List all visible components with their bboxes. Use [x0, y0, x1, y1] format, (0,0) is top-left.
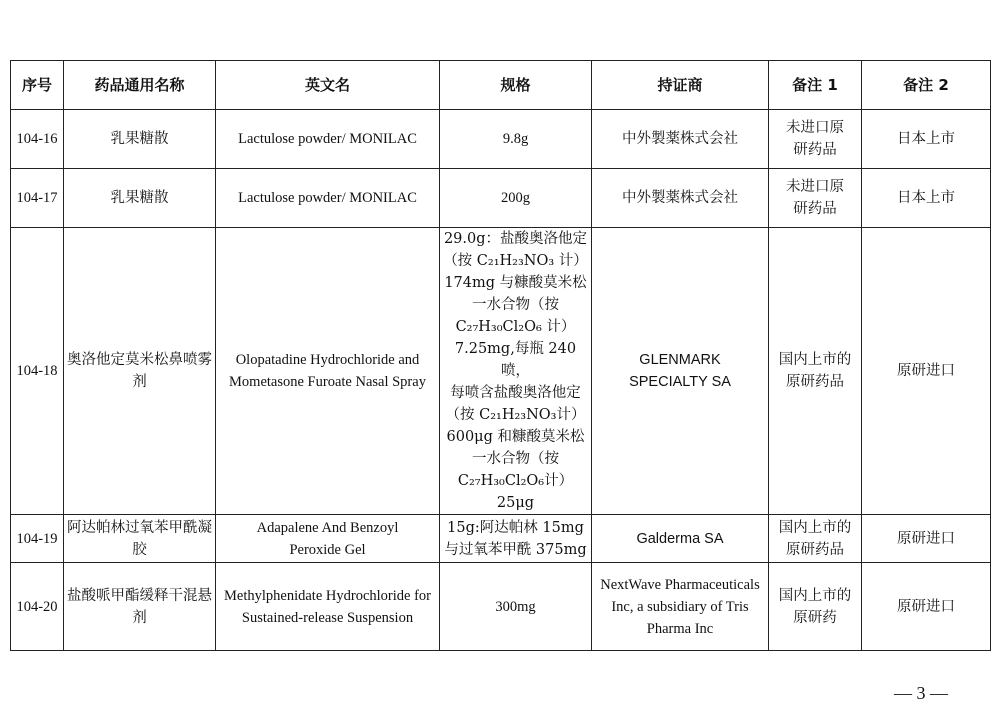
cell-note-2: 日本上市	[862, 169, 991, 228]
cell-english-name: Methylphenidate Hydrochloride for Sustained-release Suspension	[216, 563, 440, 651]
spec-line: 174mg 与糠酸莫米松	[444, 275, 587, 291]
table-header-row	[11, 61, 991, 110]
cell-license-holder: 中外製薬株式会社	[592, 169, 769, 228]
cell-note-1	[769, 169, 862, 228]
spec-line: C₂₇H₃₀Cl₂O₆计）25μg	[457, 473, 574, 511]
cell-note-1	[769, 110, 862, 169]
spec-line: （按 C₂₁H₂₃NO₃计）	[445, 407, 586, 423]
page-number: — 3 —	[894, 683, 948, 703]
cell-note-2: 原研进口	[862, 228, 991, 515]
cell-serial-no: 104-17	[11, 169, 64, 228]
table-row	[11, 110, 991, 169]
spec-line: 一水合物（按	[472, 297, 559, 313]
spec-line: C₂₇H₃₀Cl₂O₆ 计）	[455, 319, 576, 335]
cell-license-holder: GLENMARK SPECIALTY SA	[592, 228, 769, 515]
cell-serial-no: 104-20	[11, 563, 64, 651]
cell-note-1	[769, 515, 862, 563]
header-license-holder: 持证商	[592, 61, 769, 110]
cell-specification: 300mg	[440, 563, 592, 651]
cell-note-1	[769, 228, 862, 515]
cell-note-2: 原研进口	[862, 515, 991, 563]
cell-note-2: 原研进口	[862, 563, 991, 651]
spec-line: 29.0g：盐酸奥洛他定	[443, 231, 588, 247]
header-note-2: 备注 2	[862, 61, 991, 110]
cell-license-holder: 中外製薬株式会社	[592, 110, 769, 169]
cell-serial-no: 104-19	[11, 515, 64, 563]
drug-list-table	[10, 60, 991, 651]
table-row	[11, 228, 991, 515]
spec-line: 每喷含盐酸奥洛他定	[450, 385, 581, 401]
header-generic-name: 药品通用名称	[64, 61, 216, 110]
header-english-name: 英文名	[216, 61, 440, 110]
cell-specification	[440, 515, 592, 563]
note-1-text: 未进口原研药品	[786, 120, 844, 158]
spec-line: 7.25mg,每瓶 240 喷，	[454, 341, 577, 379]
table-row	[11, 515, 991, 563]
cell-generic-name: 乳果糖散	[64, 169, 216, 228]
cell-english-name: Lactulose powder/ MONILAC	[216, 110, 440, 169]
cell-generic-name: 阿达帕林过氧苯甲酰凝胶	[64, 515, 216, 563]
header-serial-no: 序号	[11, 61, 64, 110]
header-specification: 规格	[440, 61, 592, 110]
note-1-text: 未进口原研药品	[786, 179, 844, 217]
cell-note-1	[769, 563, 862, 651]
cell-specification: 9.8g	[440, 110, 592, 169]
cell-english-name: Olopatadine Hydrochloride and Mometasone Furoate Nasal Spray	[216, 228, 440, 515]
cell-specification	[440, 228, 592, 515]
note-1-text: 国内上市的原研药品	[778, 352, 852, 390]
cell-english-name: Lactulose powder/ MONILAC	[216, 169, 440, 228]
note-1-text: 国内上市的原研药品	[778, 519, 852, 558]
cell-generic-name: 盐酸哌甲酯缓释干混悬剂	[64, 563, 216, 651]
cell-generic-name: 奥洛他定莫米松鼻喷雾剂	[64, 228, 216, 515]
spec-line: 15g:阿达帕林 15mg	[447, 519, 584, 536]
header-note-1: 备注 1	[769, 61, 862, 110]
cell-license-holder: Galderma SA	[592, 515, 769, 563]
note-1-text: 国内上市的原研药	[778, 587, 852, 626]
cell-serial-no: 104-18	[11, 228, 64, 515]
spec-line: 一水合物（按	[472, 451, 559, 467]
spec-line: （按 C₂₁H₂₃NO₃ 计）	[443, 253, 588, 269]
cell-generic-name: 乳果糖散	[64, 110, 216, 169]
cell-license-holder: NextWave Pharmaceuticals Inc, a subsidiary of Tris Pharma Inc	[592, 563, 769, 651]
cell-specification: 200g	[440, 169, 592, 228]
table-row	[11, 169, 991, 228]
cell-serial-no: 104-16	[11, 110, 64, 169]
cell-note-2: 日本上市	[862, 110, 991, 169]
spec-line: 600μg 和糠酸莫米松	[446, 429, 585, 445]
table-row	[11, 563, 991, 651]
spec-line: 与过氧苯甲酰 375mg	[444, 541, 587, 558]
cell-english-name: Adapalene And Benzoyl Peroxide Gel	[216, 515, 440, 563]
